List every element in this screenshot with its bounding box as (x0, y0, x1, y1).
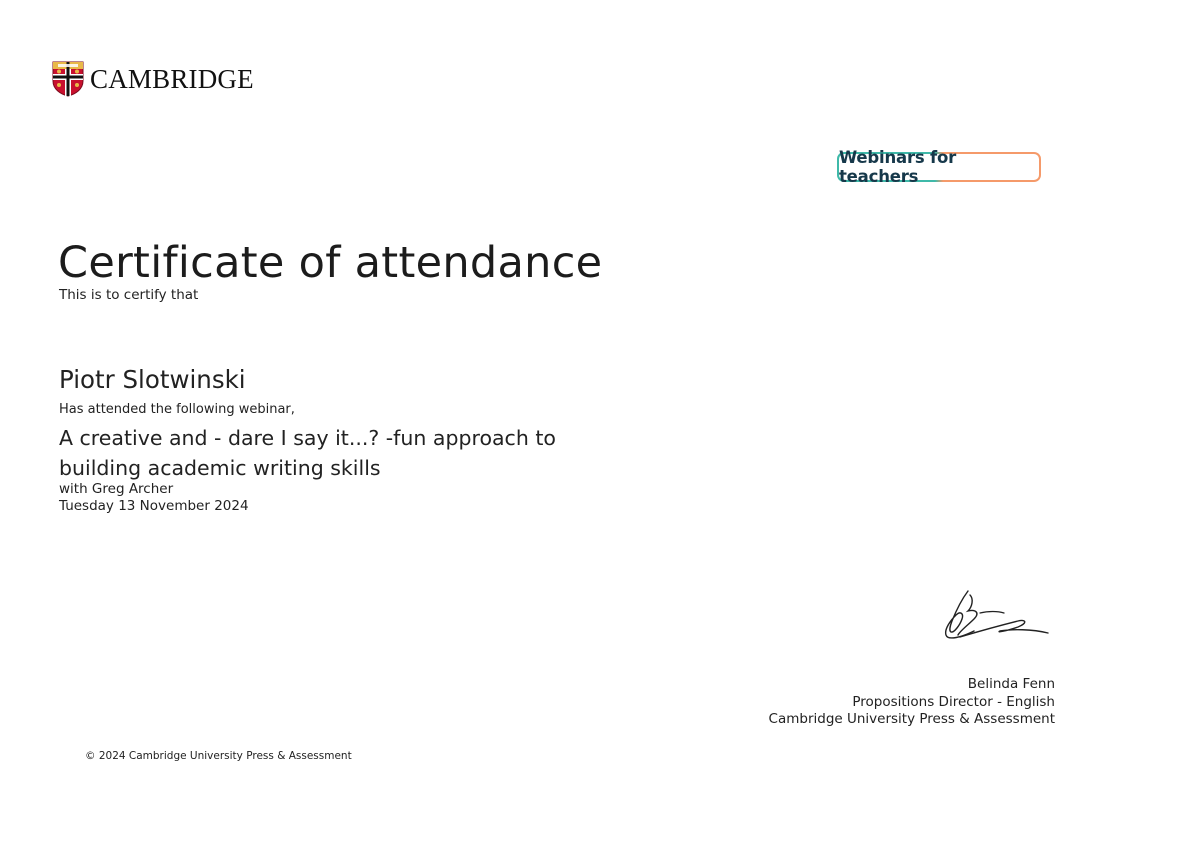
webinars-for-teachers-badge (837, 148, 1041, 186)
cambridge-wordmark: CAMBRIDGE (90, 63, 254, 94)
signature-icon (940, 585, 1052, 651)
webinar-title-line-1: A creative and - dare I say it...? -fun approach to (59, 426, 556, 450)
webinar-title (59, 423, 619, 483)
webinar-title-line-2: building academic writing skills (59, 456, 381, 480)
signatory-organisation: Cambridge University Press & Assessment (768, 711, 1055, 727)
signatory-block (769, 676, 1055, 729)
copyright-footer: © 2024 Cambridge University Press & Assessment (85, 750, 352, 762)
recipient-name: Piotr Slotwinski (59, 365, 246, 394)
certificate-title: Certificate of attendance (58, 238, 603, 288)
cambridge-logo (52, 60, 254, 98)
signatory-name: Belinda Fenn (967, 676, 1055, 692)
certify-intro: This is to certify that (59, 287, 199, 303)
webinar-date: Tuesday 13 November 2024 (59, 498, 249, 514)
signatory-role: Propositions Director - English (852, 693, 1055, 710)
attended-text: Has attended the following webinar, (59, 402, 295, 417)
presenter: with Greg Archer (59, 481, 174, 497)
cambridge-crest-icon (52, 61, 84, 97)
badge-label: Webinars for teachers (839, 154, 1039, 180)
